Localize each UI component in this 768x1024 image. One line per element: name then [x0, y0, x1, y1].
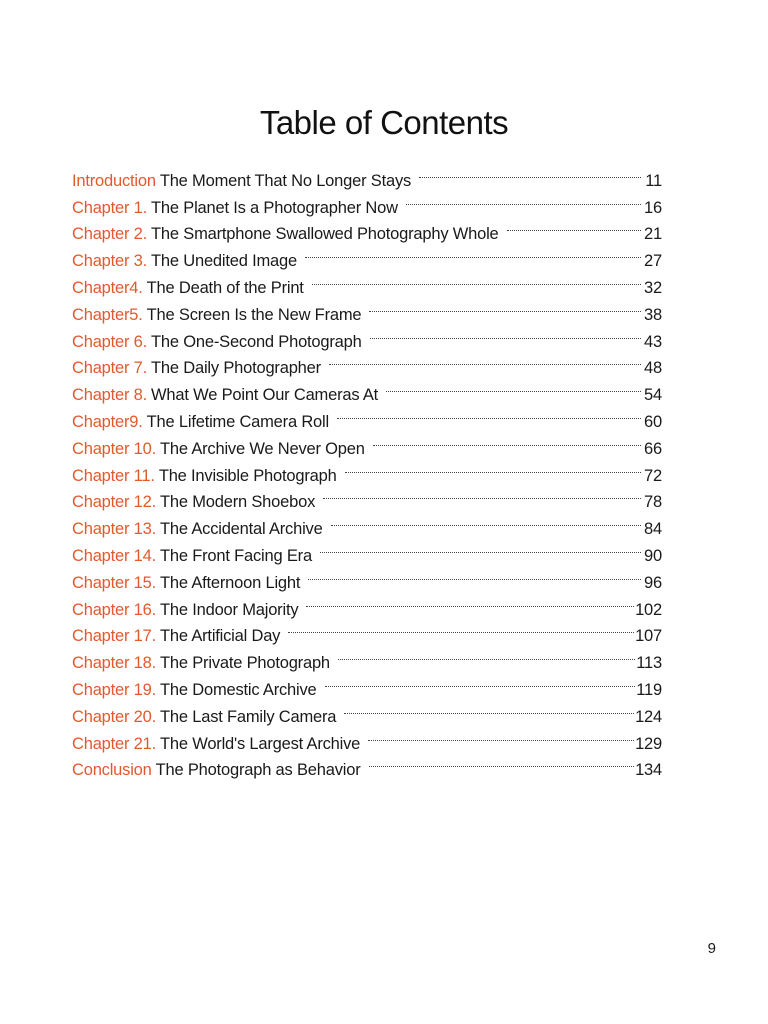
toc-entry-label: Chapter 11. — [72, 466, 155, 485]
toc-entry-label: Chapter 14. — [72, 546, 157, 565]
toc-entry-title: The World's Largest Archive — [160, 734, 361, 753]
toc-entry-page-number: 38 — [644, 305, 662, 324]
toc-entry-title: The Archive We Never Open — [160, 439, 365, 458]
toc-entry-page-number: 11 — [645, 171, 662, 190]
toc-entry-label: Chapter 6. — [72, 332, 148, 351]
dot-leader — [331, 507, 641, 534]
toc-entry-title: The Indoor Majority — [160, 600, 299, 619]
dot-leader — [338, 641, 635, 668]
toc-entry-label: Introduction — [72, 171, 156, 190]
toc-entry-label: Chapter4. — [72, 278, 143, 297]
dot-leader — [344, 695, 634, 722]
toc-entry-title: The Accidental Archive — [160, 520, 323, 539]
toc-entry-title: The One-Second Photograph — [151, 332, 362, 351]
toc-entry-page-number: 72 — [644, 466, 662, 485]
toc-entry-title: The Artificial Day — [160, 627, 281, 646]
page-title: Table of Contents — [259, 104, 509, 141]
dot-leader — [312, 266, 641, 293]
toc-entry-title: The Lifetime Camera Roll — [146, 412, 329, 431]
toc-entry-title: The Invisible Photograph — [158, 466, 337, 485]
dot-leader — [345, 454, 641, 481]
dot-leader — [306, 588, 634, 615]
dot-leader — [305, 239, 641, 266]
toc-entry-page-number: 32 — [644, 278, 662, 297]
toc-entry-page-number: 66 — [644, 439, 662, 458]
toc-entry-title: The Afternoon Light — [160, 573, 301, 592]
toc-entry-title: The Photograph as Behavior — [155, 761, 361, 780]
toc-entry-title: The Domestic Archive — [160, 680, 317, 699]
toc-entry-label: Chapter 2. — [72, 225, 148, 244]
toc-entry-page-number: 21 — [644, 225, 662, 244]
toc-entry-title: The Moment That No Longer Stays — [159, 171, 412, 190]
toc-entry-page-number: 102 — [635, 600, 662, 619]
toc-entry-title: The Unedited Image — [151, 252, 297, 271]
table-of-contents — [72, 159, 662, 780]
page-number: 9 — [707, 940, 716, 957]
toc-entry-page-number: 124 — [635, 707, 662, 726]
toc-entry-page-number: 119 — [636, 680, 662, 699]
toc-entry-label: Chapter5. — [72, 305, 143, 324]
dot-leader — [288, 615, 634, 642]
toc-entry-label: Chapter 17. — [72, 627, 157, 646]
dot-leader — [370, 320, 641, 347]
toc-entry-page-number: 84 — [644, 520, 662, 539]
dot-leader — [369, 293, 641, 320]
toc-entry-page-number: 43 — [644, 332, 662, 351]
toc-entry-page-number: 16 — [644, 198, 662, 217]
toc-entry-title: The Last Family Camera — [160, 707, 337, 726]
toc-entry-title: The Smartphone Swallowed Photography Whole — [151, 225, 499, 244]
dot-leader — [323, 481, 641, 508]
toc-entry-label: Chapter 15. — [72, 573, 157, 592]
toc-entry-title: The Daily Photographer — [151, 359, 321, 378]
dot-leader — [406, 186, 641, 213]
dot-leader — [368, 722, 634, 749]
toc-entry-page-number: 78 — [644, 493, 662, 512]
dot-leader — [419, 159, 641, 186]
toc-entry-title: The Death of the Print — [146, 278, 304, 297]
toc-entry-page-number: 134 — [635, 761, 662, 780]
dot-leader — [369, 749, 635, 776]
toc-entry-label: Chapter 21. — [72, 734, 157, 753]
toc-entry[interactable] — [72, 159, 662, 190]
toc-entry-page-number: 60 — [644, 412, 662, 431]
toc-entry-label: Chapter 10. — [72, 439, 157, 458]
toc-entry-label: Chapter 20. — [72, 707, 157, 726]
toc-entry-page-number: 113 — [636, 654, 662, 673]
toc-entry-label: Chapter 13. — [72, 520, 157, 539]
toc-entry-label: Chapter 18. — [72, 654, 157, 673]
dot-leader — [373, 427, 641, 454]
toc-entry-label: Chapter 8. — [72, 386, 148, 405]
toc-entry-page-number: 96 — [644, 573, 662, 592]
dot-leader — [308, 561, 641, 588]
toc-entry-label: Chapter 12. — [72, 493, 157, 512]
toc-entry-page-number: 54 — [644, 386, 662, 405]
toc-entry-label: Chapter 16. — [72, 600, 157, 619]
toc-entry-title: What We Point Our Cameras At — [151, 386, 379, 405]
dot-leader — [325, 668, 636, 695]
toc-entry-title: The Screen Is the New Frame — [146, 305, 362, 324]
toc-entry-label: Chapter9. — [72, 412, 143, 431]
dot-leader — [329, 347, 641, 374]
toc-entry-label: Chapter 1. — [72, 198, 148, 217]
dot-leader — [320, 534, 641, 561]
toc-entry-title: The Planet Is a Photographer Now — [151, 198, 398, 217]
toc-entry-title: The Private Photograph — [160, 654, 330, 673]
toc-entry-page-number: 27 — [644, 252, 662, 271]
dot-leader — [507, 213, 641, 240]
toc-entry-label: Conclusion — [72, 761, 152, 780]
toc-entry-page-number: 129 — [635, 734, 662, 753]
toc-entry-page-number: 48 — [644, 359, 662, 378]
dot-leader — [386, 373, 641, 400]
toc-entry-label: Chapter 7. — [72, 359, 148, 378]
toc-entry-label: Chapter 19. — [72, 680, 157, 699]
dot-leader — [337, 400, 641, 427]
toc-entry-title: The Front Facing Era — [160, 546, 312, 565]
toc-entry-page-number: 90 — [644, 546, 662, 565]
toc-entry-label: Chapter 3. — [72, 252, 148, 271]
toc-entry-page-number: 107 — [635, 627, 662, 646]
toc-entry-title: The Modern Shoebox — [160, 493, 316, 512]
